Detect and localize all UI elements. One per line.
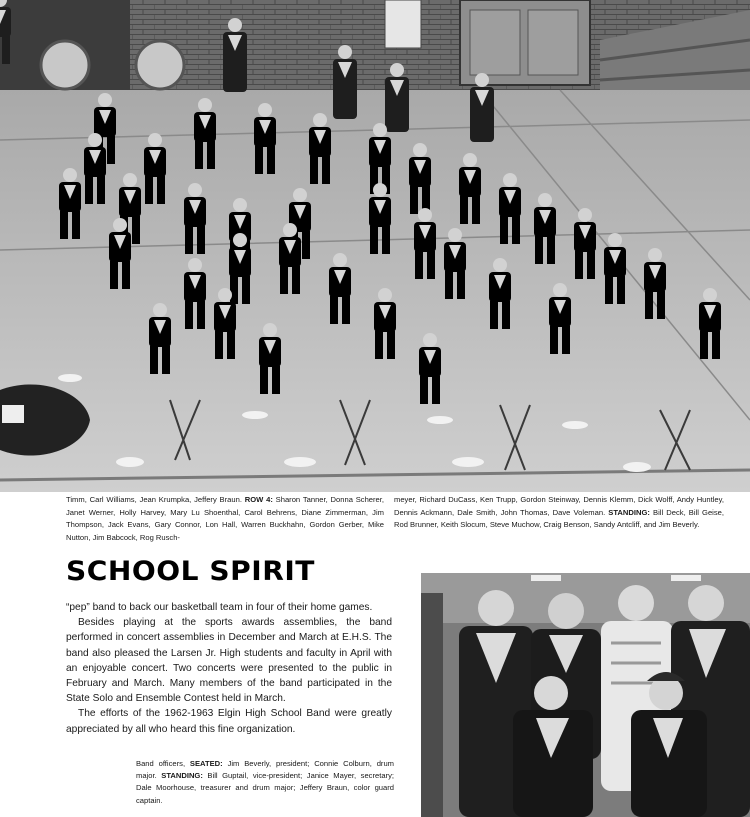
body-paragraph: “pep” band to back our basketball team in four of their home games. <box>66 602 373 613</box>
page-title: SCHOOL SPIRIT <box>66 556 315 587</box>
caption-text: Sharon Tanner, Donna Scherer, Janet Werner, Holly Harvey, Mary Lu Shoenthal, Carol Behrens, Diane Zimmerman, Jim Thompson, Jack Evans, Gary Connor, Lon Hall, Warren Buckhahn, Gordon Gerber, Mike Nutton, Jim Babcock, Rog Rusch- <box>66 495 384 542</box>
officers-caption <box>136 758 394 807</box>
caption-text: Band officers, <box>136 759 190 768</box>
caption-text: Jim Beverly, president; Connie Colburn, drum major. <box>136 759 394 781</box>
band-roster-caption-left <box>66 494 384 544</box>
article-body <box>66 600 392 737</box>
row-label: ROW 4: <box>244 495 273 504</box>
caption-text: Bill Deck, Bill Geise, Rod Brunner, Keith Slocum, Steve Muchow, Craig Benson, Sandy Antcliff, and Jim Beverly. <box>394 507 724 530</box>
row-label: SEATED: <box>189 759 223 768</box>
row-label: STANDING: <box>608 507 650 517</box>
row-label: STANDING: <box>161 771 203 781</box>
officers-photo-illustration <box>421 573 750 817</box>
band-officers-photo <box>421 573 750 817</box>
body-paragraph: The efforts of the 1962-1963 Elgin High School Band were greatly appreciated by all who heard this fine organization. <box>66 708 392 735</box>
body-paragraph: Besides playing at the sports awards assemblies, the band performed in concert assemblies in December and March at E.H.S. The band also pleased the Larsen Jr. High students and faculty in April with an enjoyable concert. Two concerts were presented to the public in February and March. Many members of the band participated in the State Solo and Ensemble Contest held in March. <box>66 617 392 705</box>
caption-text: Bill Guptail, vice-president; Janice Mayer, secretary; Dale Moorhouse, treasurer and drum major; Jeffery Braun, color guard captain. <box>136 771 394 805</box>
band-roster-caption-right <box>394 494 724 532</box>
caption-text: meyer, Richard DuCass, Ken Trupp, Gordon Steinway, Dennis Klemm, Dick Wolff, Andy Huntley, Dennis Ackmann, Dale Smith, John Thomas, Dave Voleman. <box>394 495 724 517</box>
caption-text: Timm, Carl Williams, Jean Krumpka, Jeffery Braun. <box>66 495 245 504</box>
